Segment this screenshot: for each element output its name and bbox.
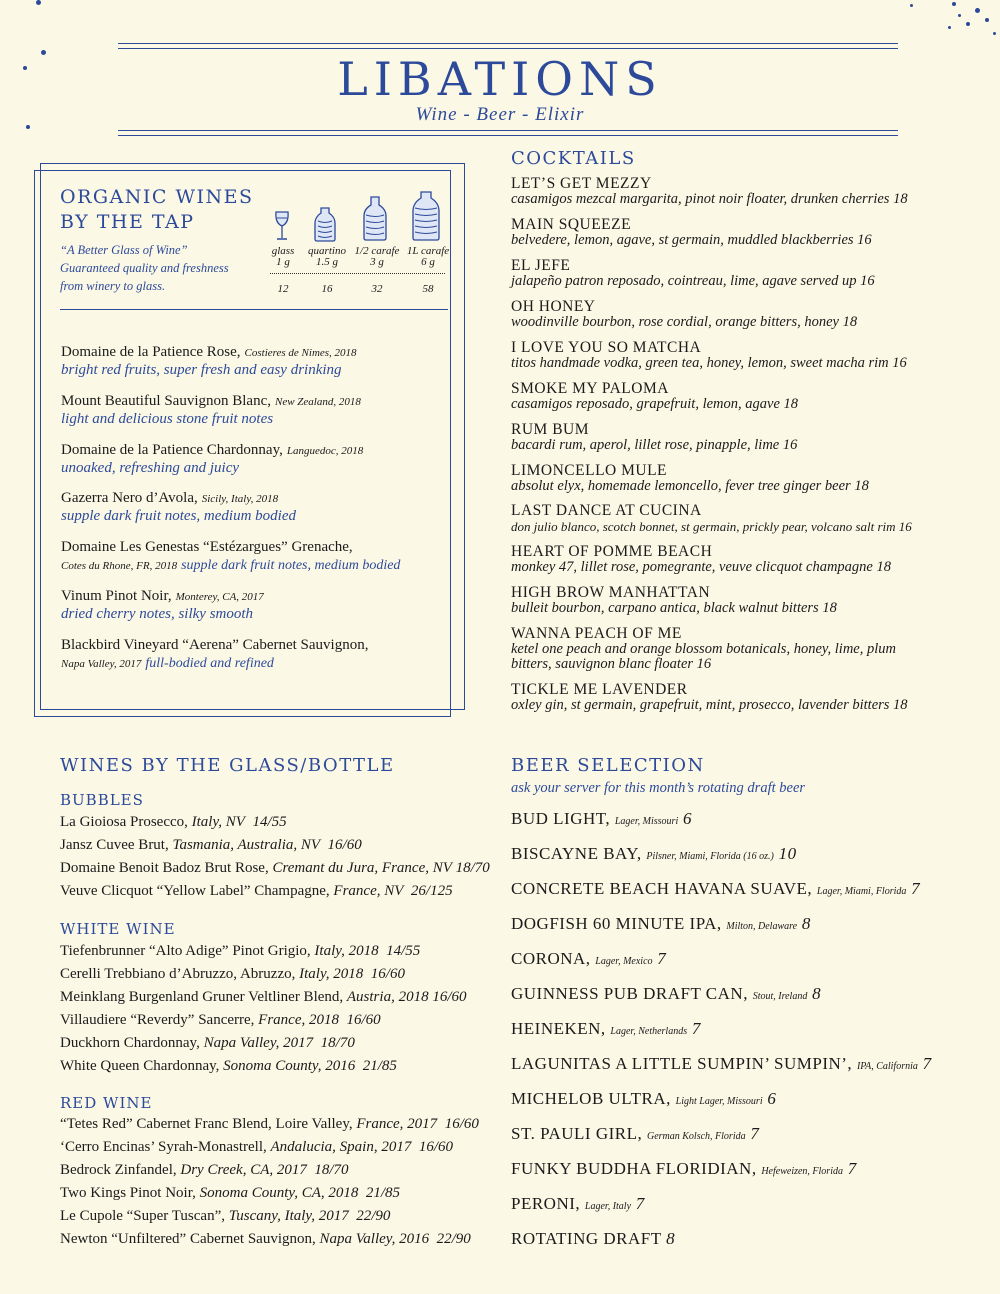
wine-item: Veuve Clicquot “Yellow Label” Champagne, France, NV 26/125 xyxy=(60,883,453,899)
beer-item: DOGFISH 60 MINUTE IPA, Milton, Delaware 8 xyxy=(511,914,811,933)
liter-carafe-icon xyxy=(412,190,440,242)
cocktail-item: MAIN SQUEEZE belvedere, lemon, agave, st germain, muddled blackberries 16 xyxy=(511,216,872,248)
wine-item: Cerelli Trebbiano d’Abruzzo, Abruzzo, Italy, 2018 16/60 xyxy=(60,966,405,982)
vessel-quartino: quartino 1.5 g 16 xyxy=(308,245,346,295)
cocktail-item: I LOVE YOU SO MATCHA titos handmade vodka, green tea, honey, lemon, sweet macha rim 16 xyxy=(511,339,907,371)
beer-item: CORONA, Lager, Mexico 7 xyxy=(511,949,667,968)
beer-item: LAGUNITAS A LITTLE SUMPIN’ SUMPIN’, IPA, California 7 xyxy=(511,1054,932,1073)
vessel-glass: glass 1 g 12 xyxy=(271,245,295,295)
beer-item: ST. PAULI GIRL, German Kolsch, Florida 7 xyxy=(511,1124,760,1143)
tap-tagline: “A Better Glass of Wine” Guaranteed quality and freshness from winery to glass. xyxy=(60,243,229,293)
vessel-half-carafe: 1/2 carafe 3 g 32 xyxy=(354,245,400,295)
wine-item: Bedrock Zinfandel, Dry Creek, CA, 2017 18/70 xyxy=(60,1162,349,1178)
tap-wine-item: Domaine Les Genestas “Estézargues” Grenache, Cotes du Rhone, FR, 2018 supple dark fruit notes, medium bodied xyxy=(61,539,401,573)
cocktail-item: EL JEFE jalapeño patron reposado, cointreau, lime, agave served up 16 xyxy=(511,257,875,289)
tap-wine-item: Vinum Pinot Noir, Monterey, CA, 2017 dried cherry notes, silky smooth xyxy=(61,588,264,622)
wine-item: Two Kings Pinot Noir, Sonoma County, CA, 2018 21/85 xyxy=(60,1185,401,1201)
tap-wine-item: Domaine de la Patience Chardonnay, Languedoc, 2018 unoaked, refreshing and juicy xyxy=(61,442,364,476)
tap-divider-dotted xyxy=(270,273,445,274)
cocktail-item: WANNA PEACH OF ME ketel one peach and orange blossom botanicals, honey, lime, plum bitters, sauvignon blanc floater 16 xyxy=(511,625,896,672)
tap-section-title: ORGANIC WINES BY THE TAP xyxy=(60,186,254,233)
white-wine-title: WHITE WINE xyxy=(60,920,176,938)
header-rule-bottom-2 xyxy=(118,135,898,136)
beer-item: FUNKY BUDDHA FLORIDIAN, Hefeweizen, Florida 7 xyxy=(511,1159,857,1178)
wine-item: Domaine Benoit Badoz Brut Rose, Cremant du Jura, France, NV 18/70 xyxy=(60,860,490,876)
beer-item: ROTATING DRAFT 8 xyxy=(511,1229,676,1248)
half-carafe-icon xyxy=(363,195,387,242)
wine-item: Le Cupole “Super Tuscan”, Tuscany, Italy, 2017 22/90 xyxy=(60,1208,391,1224)
beer-item: HEINEKEN, Lager, Netherlands 7 xyxy=(511,1019,701,1038)
cocktail-item: RUM BUM bacardi rum, aperol, lillet rose, pinapple, lime 16 xyxy=(511,421,798,453)
beer-item: GUINNESS PUB DRAFT CAN, Stout, Ireland 8 xyxy=(511,984,822,1003)
wine-item: Jansz Cuvee Brut, Tasmania, Australia, NV 16/60 xyxy=(60,837,362,853)
cocktail-item: HIGH BROW MANHATTAN bulleit bourbon, carpano antica, black walnut bitters 18 xyxy=(511,584,837,616)
beer-item: MICHELOB ULTRA, Light Lager, Missouri 6 xyxy=(511,1089,777,1108)
wine-item: Villaudiere “Reverdy” Sancerre, France, 2018 16/60 xyxy=(60,1012,381,1028)
cocktail-item: TICKLE ME LAVENDER oxley gin, st germain, grapefruit, mint, prosecco, lavender bitters 18 xyxy=(511,681,908,713)
red-wine-title: RED WINE xyxy=(60,1094,153,1112)
wine-item: ‘Cerro Encinas’ Syrah-Monastrell, Andalucia, Spain, 2017 16/60 xyxy=(60,1139,453,1155)
vessel-liter-carafe: 1L carafe 6 g 58 xyxy=(406,245,450,295)
cocktail-item: HEART OF POMME BEACH monkey 47, lillet rose, pomegrante, veuve clicquot champagne 18 xyxy=(511,543,891,575)
beer-subtitle: ask your server for this month’s rotating draft beer xyxy=(511,780,806,796)
wine-item: La Gioiosa Prosecco, Italy, NV 14/55 xyxy=(60,814,287,830)
bubbles-title: BUBBLES xyxy=(60,791,144,809)
wine-item: Duckhorn Chardonnay, Napa Valley, 2017 18/70 xyxy=(60,1035,355,1051)
cocktail-item: LAST DANCE AT CUCINA don julio blanco, scotch bonnet, st germain, prickly pear, volcano salt rim 16 xyxy=(511,502,912,534)
glass-wines-title: WINES BY THE GLASS/BOTTLE xyxy=(60,755,395,776)
tap-wine-item: Blackbird Vineyard “Aerena” Cabernet Sauvignon, Napa Valley, 2017 full-bodied and refined xyxy=(61,637,369,671)
cocktail-item: LIMONCELLO MULE absolut elyx, homemade lemoncello, fever tree ginger beer 18 xyxy=(511,462,869,494)
quartino-icon xyxy=(314,206,336,242)
cocktails-title: COCKTAILS xyxy=(511,148,636,169)
wine-item: White Queen Chardonnay, Sonoma County, 2016 21/85 xyxy=(60,1058,397,1074)
header-rule-bottom xyxy=(118,130,898,131)
header-rule-top-2 xyxy=(118,48,898,49)
cocktail-item: OH HONEY woodinville bourbon, rose cordial, orange bitters, honey 18 xyxy=(511,298,858,330)
wine-item: Tiefenbrunner “Alto Adige” Pinot Grigio, Italy, 2018 14/55 xyxy=(60,943,421,959)
beer-item: BUD LIGHT, Lager, Missouri 6 xyxy=(511,809,692,828)
wine-item: “Tetes Red” Cabernet Franc Blend, Loire Valley, France, 2017 16/60 xyxy=(60,1116,479,1132)
page-title: LIBATIONS xyxy=(337,52,663,106)
header-rule-top xyxy=(118,43,898,44)
beer-item: CONCRETE BEACH HAVANA SUAVE, Lager, Miami, Florida 7 xyxy=(511,879,921,898)
beer-item: BISCAYNE BAY, Pilsner, Miami, Florida (16 oz.) 10 xyxy=(511,844,797,863)
cocktail-item: LET’S GET MEZZY casamigos mezcal margarita, pinot noir floater, drunken cherries 18 xyxy=(511,175,908,207)
wine-item: Meinklang Burgenland Gruner Veltliner Blend, Austria, 2018 16/60 xyxy=(60,989,467,1005)
tap-wine-item: Gazerra Nero d’Avola, Sicily, Italy, 2018 supple dark fruit notes, medium bodied xyxy=(61,490,296,524)
wine-glass-icon xyxy=(274,210,290,242)
beer-item: PERONI, Lager, Italy 7 xyxy=(511,1194,645,1213)
cocktail-item: SMOKE MY PALOMA casamigos reposado, grapefruit, lemon, agave 18 xyxy=(511,380,799,412)
tap-divider xyxy=(60,309,448,310)
tap-wine-item: Domaine de la Patience Rose, Costieres de Nimes, 2018 bright red fruits, super fresh and easy drinking xyxy=(61,344,357,378)
page-subtitle: Wine - Beer - Elixir xyxy=(415,104,585,125)
wine-item: Newton “Unfiltered” Cabernet Sauvignon, Napa Valley, 2016 22/90 xyxy=(60,1231,471,1247)
beer-title: BEER SELECTION xyxy=(511,755,705,776)
tap-wine-item: Mount Beautiful Sauvignon Blanc, New Zealand, 2018 light and delicious stone fruit notes xyxy=(61,393,361,427)
